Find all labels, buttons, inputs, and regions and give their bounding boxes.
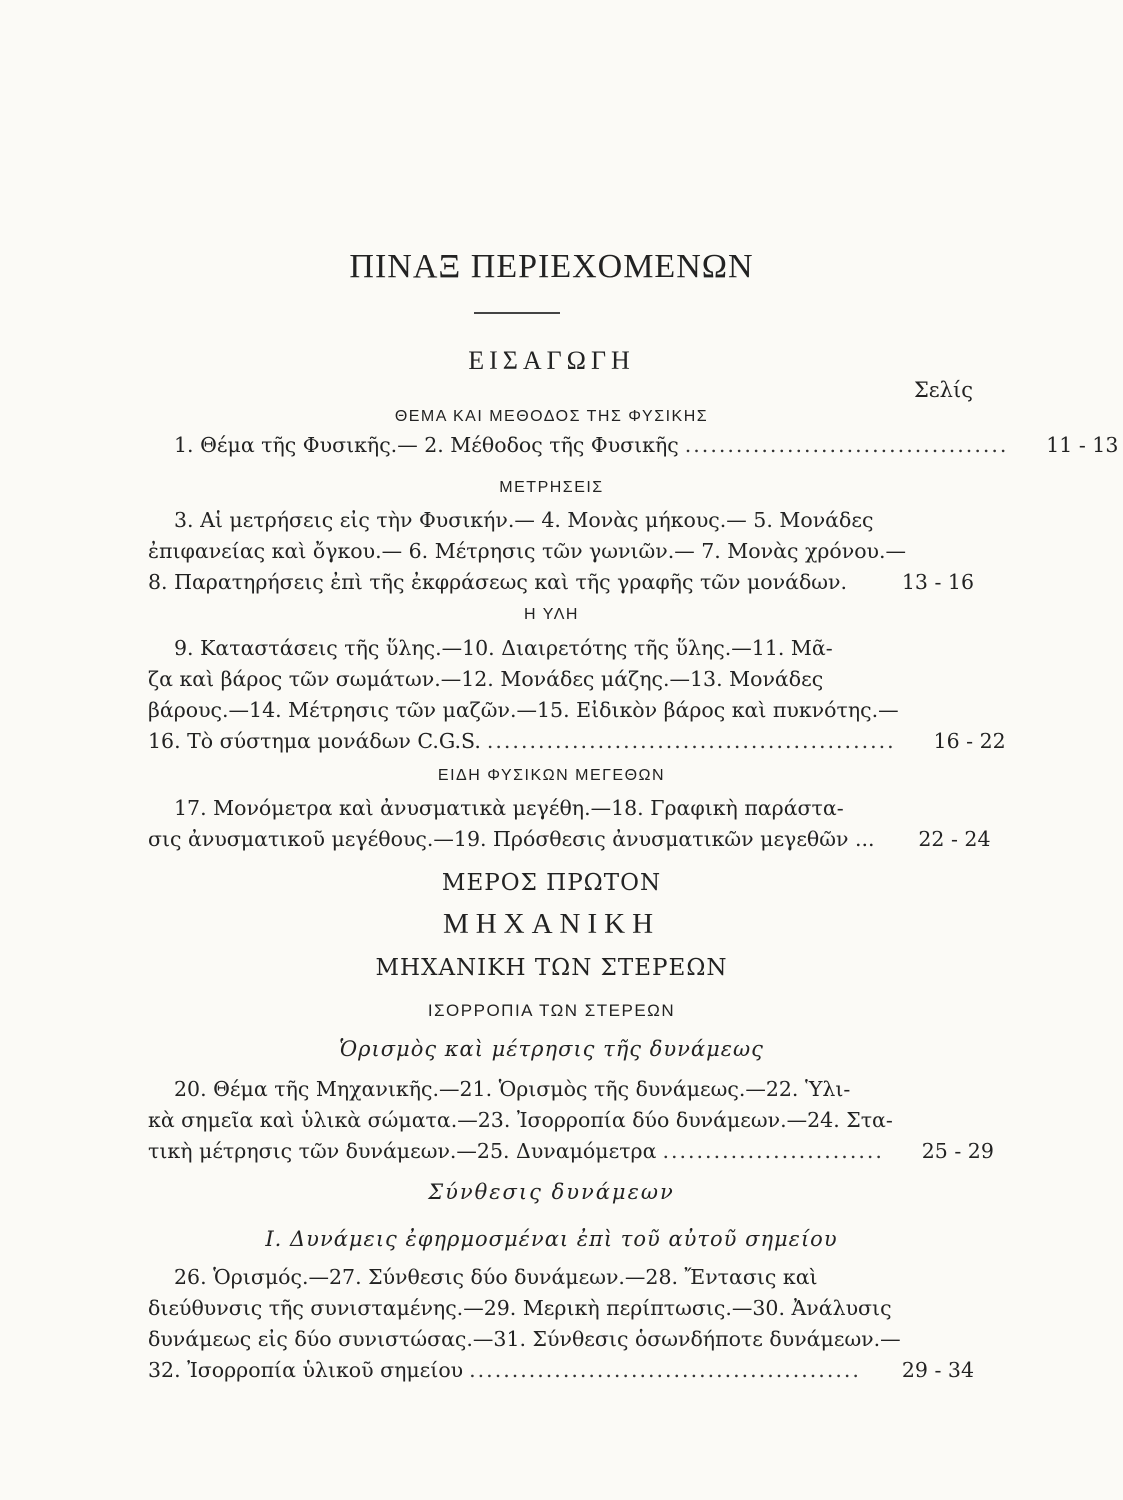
section-heading-measurements: ΜΕΤΡΗΣΕΙΣ: [499, 479, 604, 496]
introduction-heading: ΕΙΣΑΓΩΓΗ: [468, 346, 635, 375]
toc-entry-2: 3. Αἱ μετρήσεις εἰς τὴν Φυσικήν.— 4. Μονὰς μήκους.— 5. Μονάδες ἐπιφανείας καὶ ὄγκου.— 6. Μέτρησις τῶν γωνιῶν.— 7. Μονὰς χρόνου.— 8. Παρατηρήσεις ἐπὶ τῆς ἐκφράσεως καὶ τῆς γραφῆς τῶν μονάδων. 13 - 16: [174, 505, 974, 598]
page-range: 22 - 24: [918, 827, 991, 851]
page-range: 16 - 22: [933, 729, 1006, 753]
page-range: 13 - 16: [901, 570, 974, 594]
leader-dots: ................................................: [486, 729, 896, 753]
leader-dots: ..........................: [662, 1139, 884, 1163]
solids-mechanics-heading: ΜΗΧΑΝΙΚΗ ΤΩΝ ΣΤΕΡΕΩΝ: [375, 955, 728, 981]
section-heading-quantities: ΕΙΔΗ ΦΥΣΙΚΩΝ ΜΕΓΕΘΩΝ: [437, 767, 666, 784]
section-heading-theme: ΘΕΜΑ ΚΑΙ ΜΕΘΟΔΟΣ ΤΗΣ ΦΥΣΙΚΗΣ: [394, 408, 709, 425]
page-range: 29 - 34: [901, 1358, 974, 1382]
leader-dots: ......................................: [684, 433, 1009, 457]
subsection-heading-concurrent-forces: Ι. Δυνάμεις ἐφηρμοσμέναι ἐπὶ τοῦ αὐτοῦ σημείου: [265, 1227, 838, 1251]
page-range: 11 - 13: [1046, 433, 1119, 457]
page-column-label: Σελίς: [913, 378, 973, 402]
section-heading-matter: Η ΥΛΗ: [524, 606, 579, 623]
toc-entry-1: 1. Θέμα τῆς Φυσικῆς.— 2. Μέθοδος τῆς Φυσικῆς ...................................... 11 - 13: [174, 430, 974, 461]
title-underline: [474, 312, 560, 314]
part-one-heading: ΜΕΡΟΣ ΠΡΩΤΟΝ: [441, 870, 662, 896]
page-title: ΠΙΝΑΞ ΠΕΡΙΕΧΟΜΕΝΩΝ: [349, 248, 754, 285]
equilibrium-heading: ΙΣΟΡΡΟΠΙΑ ΤΩΝ ΣΤΕΡΕΩΝ: [427, 1001, 676, 1020]
subsection-heading-composition: Σύνθεσις δυνάμεων: [428, 1180, 675, 1204]
leader-dots: ..............................................: [469, 1358, 861, 1382]
toc-entry-6: 26. Ὁρισμός.—27. Σύνθεσις δύο δυνάμεων.—28. Ἔντασις καὶ διεύθυνσις τῆς συνισταμένης.—29. Μερικὴ περίπτωσις.—30. Ἀνάλυσις δυνάμεως εἰς δύο συνιστώσας.—31. Σύνθεσις ὁσωνδήποτε δυνάμεων.— 32. Ἰσορροπία ὑλικοῦ σημείου .............................................. 29 - 34: [174, 1262, 974, 1386]
toc-entry-5: 20. Θέμα τῆς Μηχανικῆς.—21. Ὁρισμὸς τῆς δυνάμεως.—22. Ὑλι- κὰ σημεῖα καὶ ὑλικὰ σώματα.—23. Ἰσορροπία δύο δυνάμεων.—24. Στα- τικὴ μέτρησις τῶν δυνάμεων.—25. Δυναμόμετρα .......................... 25 - 29: [174, 1074, 974, 1167]
mechanics-heading: ΜΗΧΑΝΙΚΗ: [442, 908, 661, 940]
subsection-heading-force: Ὁρισμὸς καὶ μέτρησις τῆς δυνάμεως: [339, 1037, 764, 1061]
page-range: 25 - 29: [921, 1139, 994, 1163]
toc-entry-4: 17. Μονόμετρα καὶ ἀνυσματικὰ μεγέθη.—18. Γραφικὴ παράστα- σις ἀνυσματικοῦ μεγέθους.—19. Πρόσθεσις ἀνυσματικῶν μεγεθῶν ... 22 - 24: [174, 793, 974, 855]
toc-entry-3: 9. Καταστάσεις τῆς ὕλης.—10. Διαιρετότης τῆς ὕλης.—11. Μᾶ- ζα καὶ βάρος τῶν σωμάτων.—12. Μονάδες μάζης.—13. Μονάδες βάρους.—14. Μέτρησις τῶν μαζῶν.—15. Εἰδικὸν βάρος καὶ πυκνότης.— 16. Τὸ σύστημα μονάδων C.G.S. ................................................ 16 - 22: [174, 633, 974, 757]
